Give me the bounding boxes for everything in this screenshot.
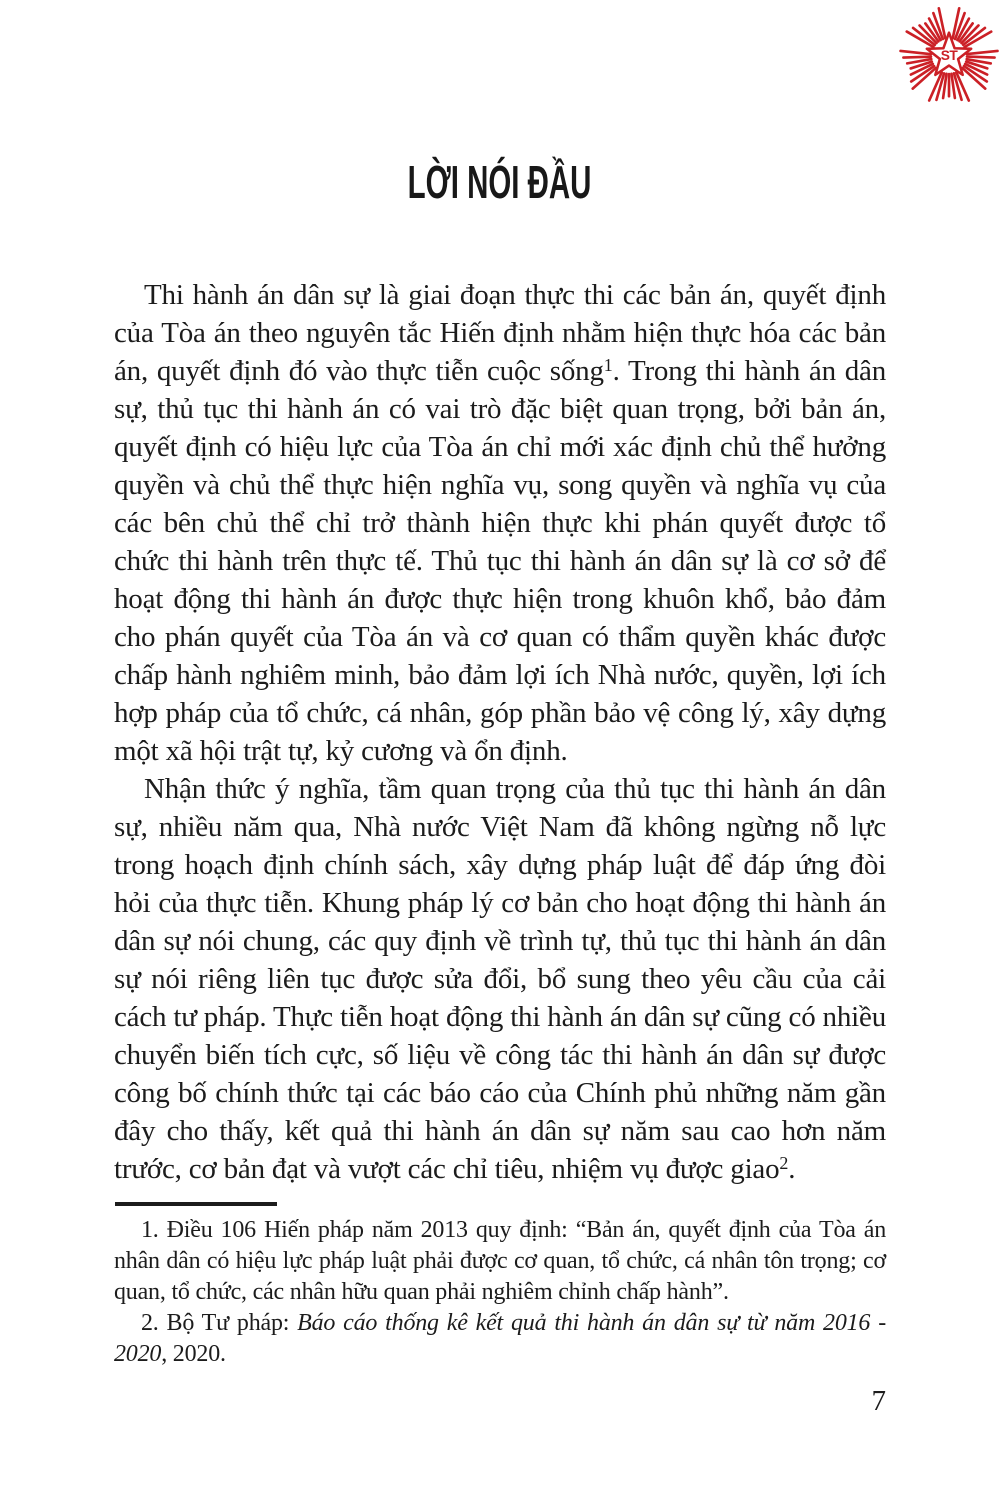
- footnote-separator-rule: [115, 1202, 277, 1206]
- footnote-2-cited-title: Báo cáo thống kê kết quả thi hành án dân sự từ năm 2016 - 2020: [114, 1310, 886, 1367]
- paragraph-1-text-after-ref: . Trong thi hành án dân sự, thủ tục thi hành án có vai trò đặc biệt quan trọng, bởi bản án, quyết định có hiệu lực của Tòa án chỉ mới xác định chủ thể hưởng quyền và chủ thể thực hiện nghĩa vụ, song quyền và nghĩa vụ của các bên chủ thể chỉ trở thành hiện thực khi phán quyết được tổ chức thi hành trên thực tế. Thủ tục thi hành án dân sự là cơ sở để hoạt động thi hành án được thực hiện trong khuôn khổ, bảo đảm cho phán quyết của Tòa án và cơ quan có thẩm quyền khác được chấp hành nghiêm minh, bảo đảm lợi ích Nhà nước, quyền, lợi ích hợp pháp của tổ chức, cá nhân, góp phần bảo vệ công lý, xây dựng một xã hội trật tự, kỷ cương và ổn định.: [114, 355, 886, 767]
- footnote-1: [114, 1215, 886, 1308]
- body-paragraph-2: [114, 770, 886, 1188]
- paragraph-1-text-before-ref: Thi hành án dân sự là giai đoạn thực thi các bản án, quyết định của Tòa án theo nguyên tắc Hiến định nhằm hiện thực hóa các bản án, quyết định đó vào thực tiễn cuộc sống: [114, 279, 886, 387]
- footnote-reference-1: 1: [603, 355, 613, 376]
- page-number: [114, 1384, 886, 1418]
- page-number-text: 7: [871, 1385, 886, 1417]
- paragraph-2-text-before-ref: Nhận thức ý nghĩa, tầm quan trọng của thủ tục thi hành án dân sự, nhiều năm qua, Nhà nước Việt Nam đã không ngừng nỗ lực trong hoạch định chính sách, xây dựng pháp luật để đáp ứng đòi hỏi của thực tiễn. Khung pháp lý cơ bản cho hoạt động thi hành án dân sự nói chung, các quy định về trình tự, thủ tục thi hành án dân sự nói riêng liên tục được sửa đổi, bổ sung theo yêu cầu của cải cách tư pháp. Thực tiễn hoạt động thi hành án dân sự cũng có nhiều chuyển biến tích cực, số liệu về công tác thi hành án dân sự được công bố chính thức tại các báo cáo của Chính phủ những năm gần đây cho thấy, kết quả thi hành án dân sự năm sau cao hơn năm trước, cơ bản đạt và vượt các chỉ tiêu, nhiệm vụ được giao: [114, 773, 886, 1185]
- logo-monogram-text: ST: [940, 48, 958, 64]
- footnote-reference-2: 2: [779, 1153, 789, 1174]
- publisher-logo: [896, 3, 1000, 109]
- page-title: [114, 156, 886, 208]
- page-title-text: LỜI NÓI ĐẦU: [408, 156, 592, 208]
- paragraph-2-text-after-ref: .: [788, 1153, 796, 1185]
- page-content: [114, 156, 886, 1370]
- footnotes-section: [114, 1202, 886, 1370]
- body-paragraph-1: [114, 276, 886, 770]
- footnote-1-text: 1. Điều 106 Hiến pháp năm 2013 quy định: “Bản án, quyết định của Tòa án nhân dân có hiệu lực pháp luật phải được cơ quan, tổ chức, cá nhân tôn trọng; cơ quan, tổ chức, các nhân hữu quan phải nghiêm chỉnh chấp hành”.: [114, 1217, 886, 1305]
- footnote-2-suffix: , 2020.: [161, 1341, 226, 1367]
- footnote-2-prefix: 2. Bộ Tư pháp:: [141, 1310, 298, 1336]
- footnote-2: [114, 1308, 886, 1370]
